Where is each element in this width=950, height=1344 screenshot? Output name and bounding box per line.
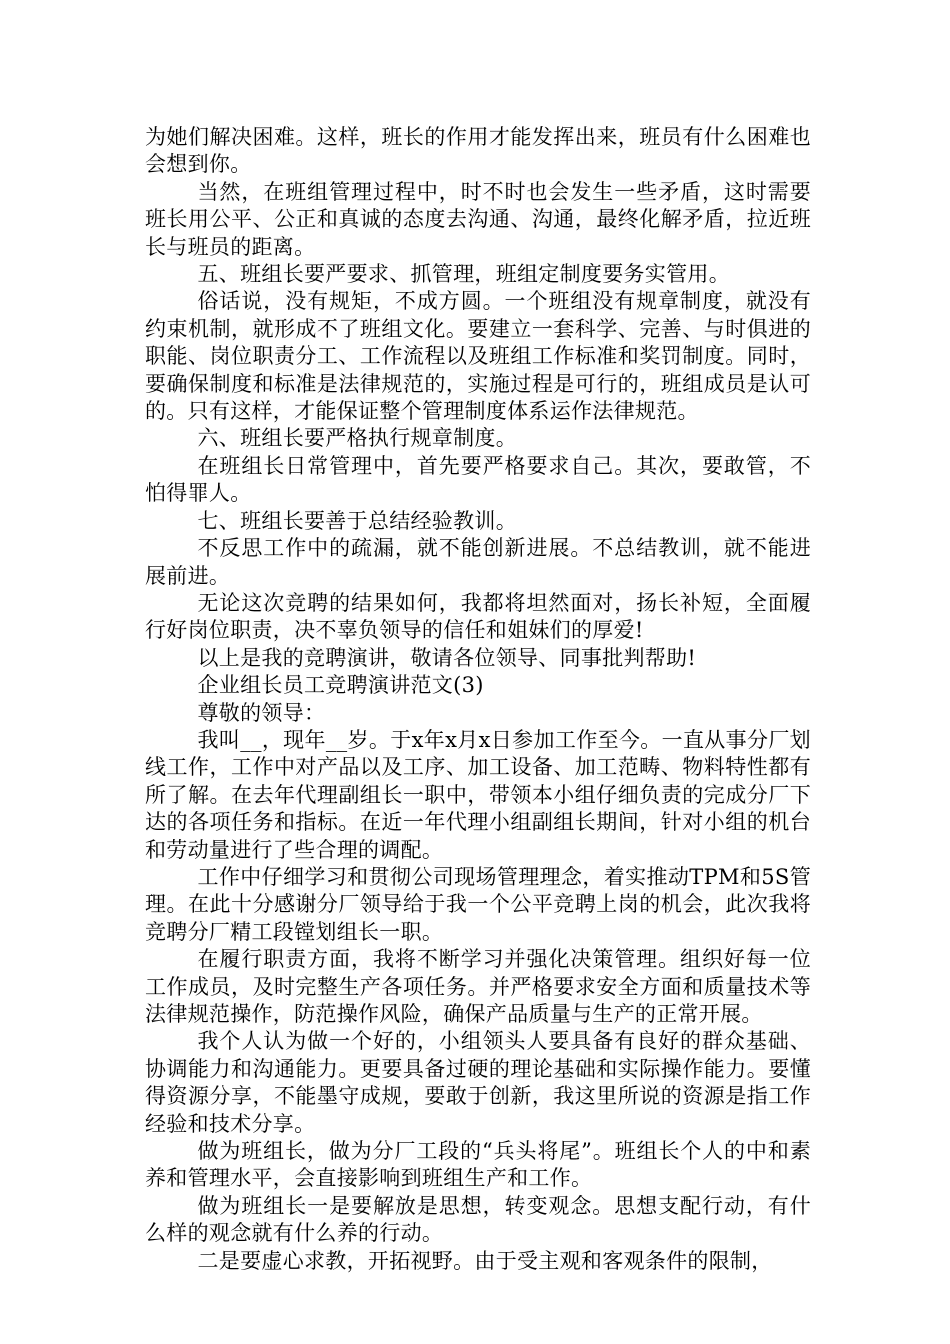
section-heading-7: 七、班组长要善于总结经验教训。 [197, 508, 517, 533]
paragraph: 无论这次竞聘的结果如何，我都将坦然面对，扬长补短，全面履行好岗位职责，决不辜负领导的信任和姐妹们的厚爱! [145, 590, 811, 643]
paragraph: 不反思工作中的疏漏，就不能创新进展。不总结教训，就不能进展前进。 [145, 536, 811, 588]
paragraph: 我叫__，现年__岁。于x年x月x日参加工作至今。一直从事分厂划线工作，工作中对产品以及工序、加工设备、加工范畴、物料特性都有所了解。在去年代理副组长一职中，带领本小组仔细负责的完成分厂下达的各项任务和指标。在近一年代理小组副组长期间，针对小组的机台和劳动量进行了些合理的调配。 [145, 727, 811, 862]
paragraph: 我个人认为做一个好的，小组领头人要具备有良好的群众基础、协调能力和沟通能力。更要具备过硬的理论基础和实际操作能力。要懂得资源分享，不能墨守成规，要敢于创新，我这里所说的资源是指工作经验和技术分享。 [145, 1029, 811, 1136]
section-heading-5: 五、班组长要严要求、抓管理，班组定制度要务实管用。 [197, 262, 730, 287]
paragraph: 二是要虚心求教，开拓视野。由于受主观和客观条件的限制， [197, 1248, 773, 1273]
paragraph: 当然，在班组管理过程中，时不时也会发生一些矛盾，这时需要班长用公平、公正和真诚的态度去沟通、沟通，最终化解矛盾，拉近班长与班员的距离。 [145, 179, 811, 259]
paragraph: 俗话说，没有规矩，不成方圆。一个班组没有规章制度，就没有约束机制，就形成不了班组文化。要建立一套科学、完善、与时俱进的职能、岗位职责分工、工作流程以及班组工作标准和奖罚制度。同时，要确保制度和标准是法律规范的，实施过程是可行的，班组成员是认可的。只有这样，才能保证整个管理制度体系运作法律规范。 [145, 289, 811, 424]
document-page [145, 124, 811, 1275]
paragraph: 在班组长日常管理中，首先要严格要求自己。其次，要敢管，不怕得罪人。 [145, 453, 811, 506]
salutation: 尊敬的领导： [197, 700, 326, 725]
paragraph: 做为班组长，做为分厂工段的“兵头将尾”。班组长个人的中和素养和管理水平，会直接影响到班组生产和工作。 [145, 1139, 811, 1191]
paragraph: 做为班组长一是要解放是思想，转变观念。思想支配行动，有什么样的观念就有什么养的行动。 [145, 1193, 811, 1246]
paragraph: 在履行职责方面，我将不断学习并强化决策管理。组织好每一位工作成员，及时完整生产各项任务。并严格要求安全方面和质量技术等法律规范操作，防范操作风险，确保产品质量与生产的正常开展。 [145, 947, 811, 1026]
article-title: 企业组长员工竞聘演讲范文(3) [197, 673, 484, 698]
section-heading-6: 六、班组长要严格执行规章制度。 [197, 426, 517, 451]
paragraph: 以上是我的竞聘演讲，敬请各位领导、同事批判帮助! [197, 645, 697, 670]
paragraph: 工作中仔细学习和贯彻公司现场管理理念，着实推动TPM和5S管理。在此十分感谢分厂领导给于我一个公平竞聘上岗的机会，此次我将竞聘分厂精工段镗划组长一职。 [145, 864, 811, 944]
paragraph-continuation: 为她们解决困难。这样，班长的作用才能发挥出来，班员有什么困难也会想到你。 [145, 125, 811, 177]
